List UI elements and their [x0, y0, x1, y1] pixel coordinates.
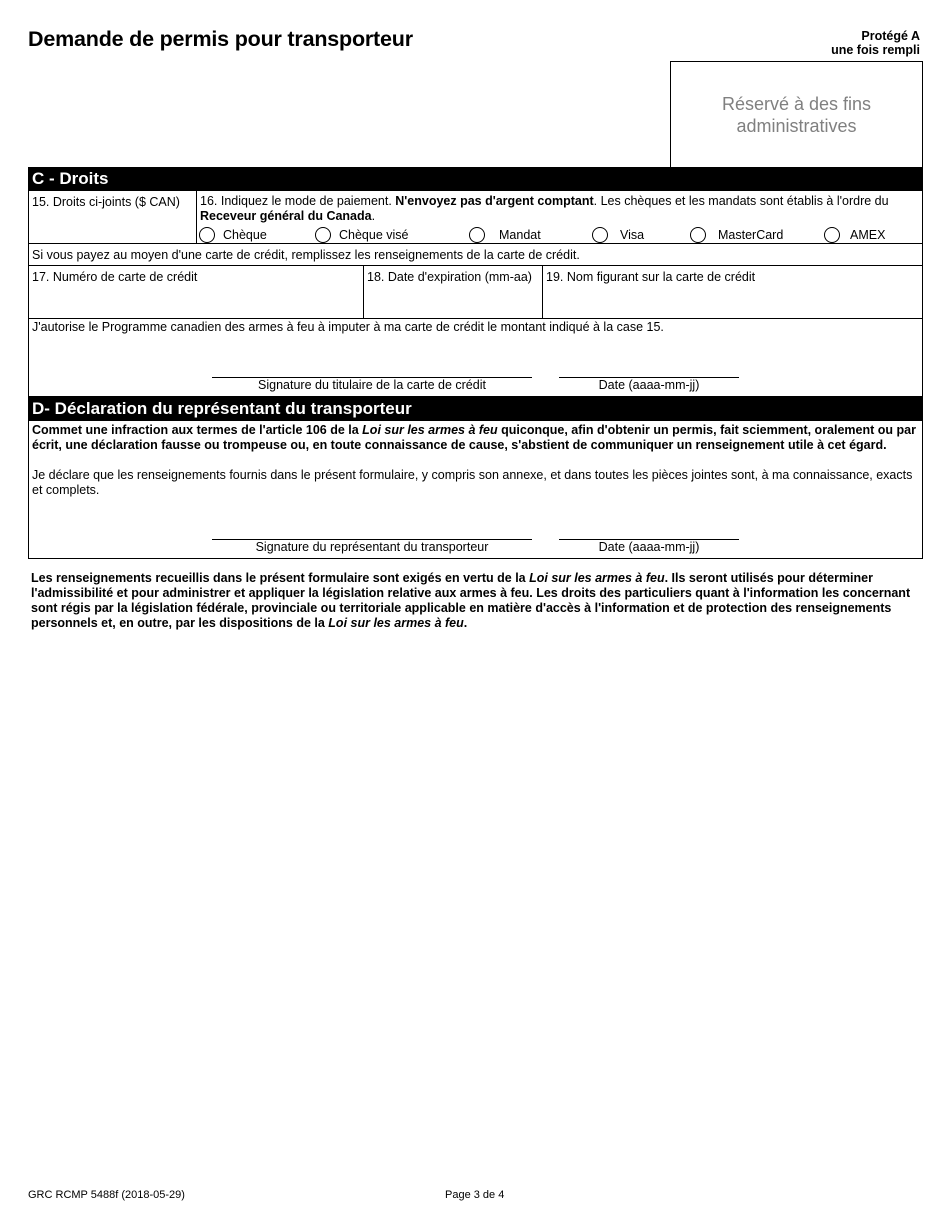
radio-circle-icon[interactable]	[199, 227, 215, 243]
field16-prefix: 16. Indiquez le mode de paiement.	[200, 194, 396, 208]
payment-option-label: Chèque visé	[339, 228, 409, 242]
credit-card-instruction: Si vous payez au moyen d'une carte de crédit, remplissez les renseignements de la carte de crédit.	[32, 248, 580, 262]
representative-date-label: Date (aaaa-mm-jj)	[598, 540, 700, 554]
field16-suffix: .	[371, 209, 376, 223]
false-statement-warning	[32, 423, 917, 453]
privacy-notice	[31, 571, 916, 631]
cardholder-date-label: Date (aaaa-mm-jj)	[598, 378, 700, 392]
cardholder-signature-label: Signature du titulaire de la carte de crédit	[258, 378, 486, 392]
field15-label: 15. Droits ci-joints ($ CAN)	[32, 195, 180, 209]
warning-part1: Commet une infraction aux termes de l'article 106 de la	[32, 423, 363, 437]
section-d-declaration	[28, 421, 923, 559]
warning-italic: Loi sur les armes à feu	[362, 423, 498, 437]
field16-middle: . Les chèques et les mandats sont établis à l'ordre du	[593, 194, 889, 208]
payment-option-amex[interactable]	[824, 227, 885, 243]
divider	[29, 243, 922, 244]
payment-option-visa[interactable]	[592, 227, 644, 243]
field18-label: 18. Date d'expiration (mm-aa)	[367, 270, 532, 284]
section-c-title: C - Droits	[28, 167, 923, 191]
radio-circle-icon[interactable]	[824, 227, 840, 243]
divider	[196, 191, 197, 243]
field17-label: 17. Numéro de carte de crédit	[32, 270, 198, 284]
payment-option-label: AMEX	[850, 228, 886, 242]
radio-circle-icon[interactable]	[592, 227, 608, 243]
divider	[363, 265, 364, 318]
authorization-text: J'autorise le Programme canadien des armes à feu à imputer à ma carte de crédit le montant indiqué à la case 15.	[32, 320, 664, 334]
privacy-part2: . Ils seront utilisés pour déterminer l'admissibilité et pour administrer et appliquer la législation relative aux armes à feu. Les droits des particuliers quant à l'information les concernant sont régis par la législation fédérale, provinciale ou territoriale applicable en matière d'accès à l'information et de protection des renseignements personnels et, en outre, par les dispositions de la	[31, 571, 911, 630]
divider	[542, 265, 543, 318]
protection-level	[831, 29, 920, 57]
privacy-part1: Les renseignements recueillis dans le présent formulaire sont exigés en vertu de la	[31, 571, 530, 585]
protected-line1: Protégé A	[861, 29, 920, 43]
divider	[29, 265, 922, 266]
payment-option-money-order[interactable]	[469, 227, 541, 243]
payment-option-label: Mandat	[499, 228, 541, 242]
protected-line2: une fois rempli	[831, 43, 920, 57]
representative-signature-label: Signature du représentant du transporteur	[255, 540, 489, 554]
section-d-title: D- Déclaration du représentant du transporteur	[28, 396, 923, 421]
payment-option-label: Visa	[620, 228, 645, 242]
admin-reserved-box	[670, 61, 923, 167]
page-title: Demande de permis pour transporteur	[28, 27, 413, 51]
admin-reserved-label: Réservé à des fins administratives	[721, 93, 872, 136]
payment-option-label: MasterCard	[718, 228, 784, 242]
privacy-italic2: Loi sur les armes à feu	[328, 616, 464, 630]
payment-option-mastercard[interactable]	[690, 227, 783, 243]
privacy-part3: .	[463, 616, 468, 630]
field16-bold: N'envoyez pas d'argent comptant	[395, 194, 594, 208]
privacy-italic1: Loi sur les armes à feu	[529, 571, 665, 585]
field16-label	[200, 194, 915, 224]
page-number: Page 3 de 4	[445, 1189, 505, 1201]
warning-part2: quiconque, afin d'obtenir un permis, fait sciemment, oralement ou par écrit, une déclaration fausse ou trompeuse ou, en toute connaissance de cause, s'abstient de communiquer un renseignement utile à cet égard.	[32, 423, 916, 452]
field16-bold2: Receveur général du Canada	[200, 209, 372, 223]
payment-option-certified-cheque[interactable]	[315, 227, 409, 243]
radio-circle-icon[interactable]	[469, 227, 485, 243]
radio-circle-icon[interactable]	[690, 227, 706, 243]
divider	[29, 318, 922, 319]
section-c-fees	[28, 191, 923, 396]
form-id: GRC RCMP 5488f (2018-05-29)	[28, 1189, 185, 1201]
payment-option-cheque[interactable]	[199, 227, 267, 243]
payment-option-label: Chèque	[223, 228, 267, 242]
field19-label: 19. Nom figurant sur la carte de crédit	[546, 270, 756, 284]
declaration-text: Je déclare que les renseignements fournis dans le présent formulaire, y compris son annexe, et dans toutes les pièces jointes sont, à ma connaissance, exacts et complets.	[32, 468, 913, 497]
radio-circle-icon[interactable]	[315, 227, 331, 243]
